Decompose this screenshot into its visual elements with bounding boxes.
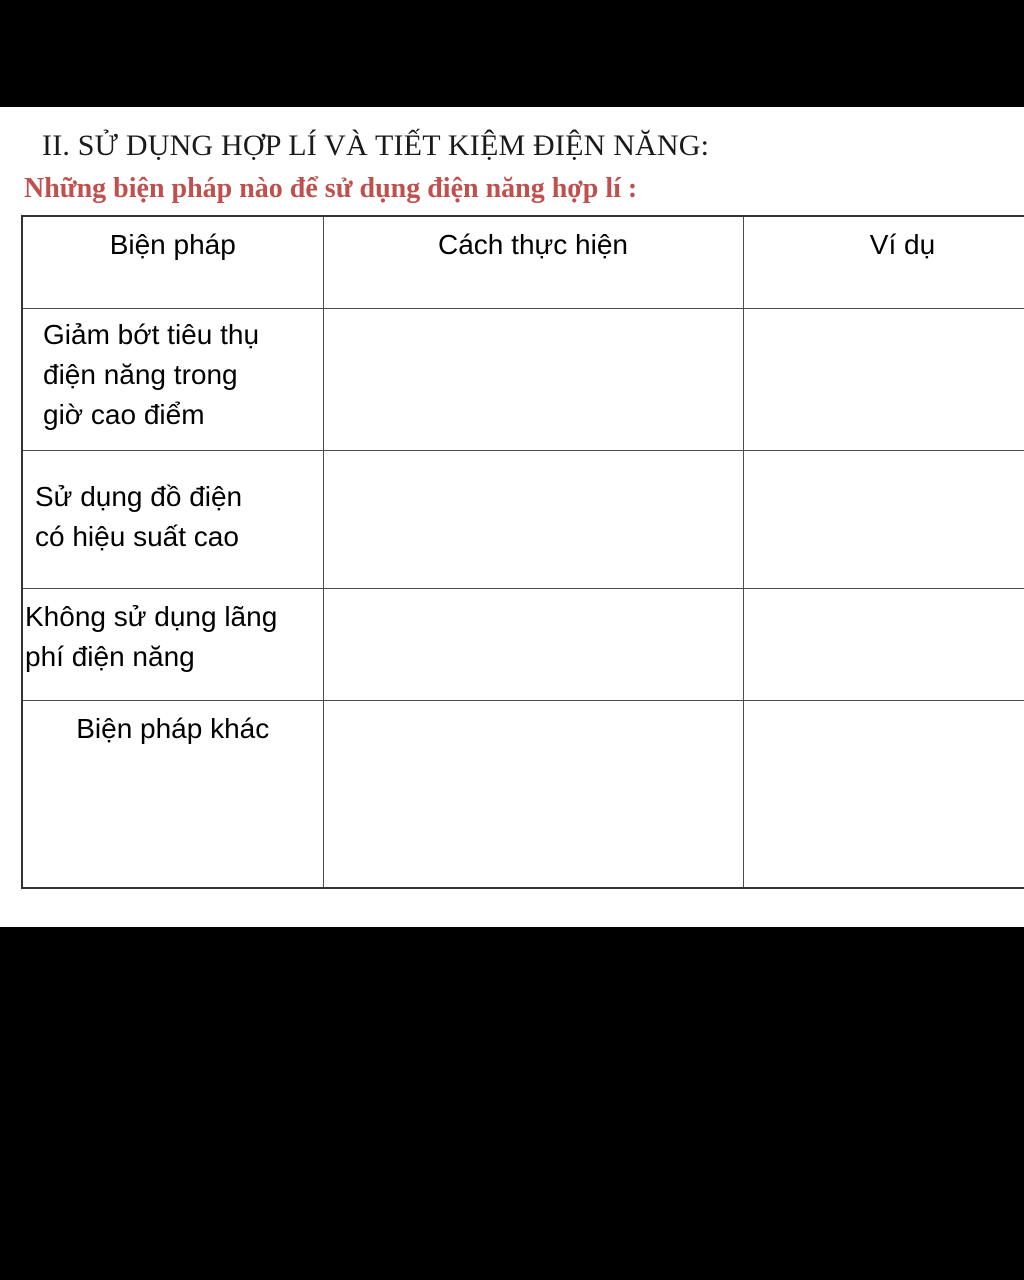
header-method: Cách thực hiện (323, 216, 743, 308)
table-row (22, 308, 1024, 450)
worksheet (0, 107, 1024, 927)
method-cell[interactable] (323, 308, 743, 450)
measure-cell: Biện pháp khác (22, 700, 323, 888)
example-cell[interactable] (743, 700, 1024, 888)
example-cell[interactable] (743, 308, 1024, 450)
table-row (22, 700, 1024, 888)
measure-cell: Không sử dụng lãng phí điện năng (22, 588, 323, 700)
measure-cell: Sử dụng đồ điện có hiệu suất cao (22, 450, 323, 588)
table-header-row (22, 216, 1024, 308)
section-heading: II. SỬ DỤNG HỢP LÍ VÀ TIẾT KIỆM ĐIỆN NĂNG: (42, 129, 710, 162)
table-row (22, 450, 1024, 588)
example-cell[interactable] (743, 450, 1024, 588)
question-text: Những biện pháp nào để sử dụng điện năng hợp lí : (24, 173, 638, 204)
table-row (22, 588, 1024, 700)
method-cell[interactable] (323, 588, 743, 700)
header-example: Ví dụ (743, 216, 1024, 308)
method-cell[interactable] (323, 700, 743, 888)
example-cell[interactable] (743, 588, 1024, 700)
measure-cell: Giảm bớt tiêu thụ điện năng trong giờ cao điểm (22, 308, 323, 450)
header-measure: Biện pháp (22, 216, 323, 308)
method-cell[interactable] (323, 450, 743, 588)
measures-table (21, 215, 1024, 889)
